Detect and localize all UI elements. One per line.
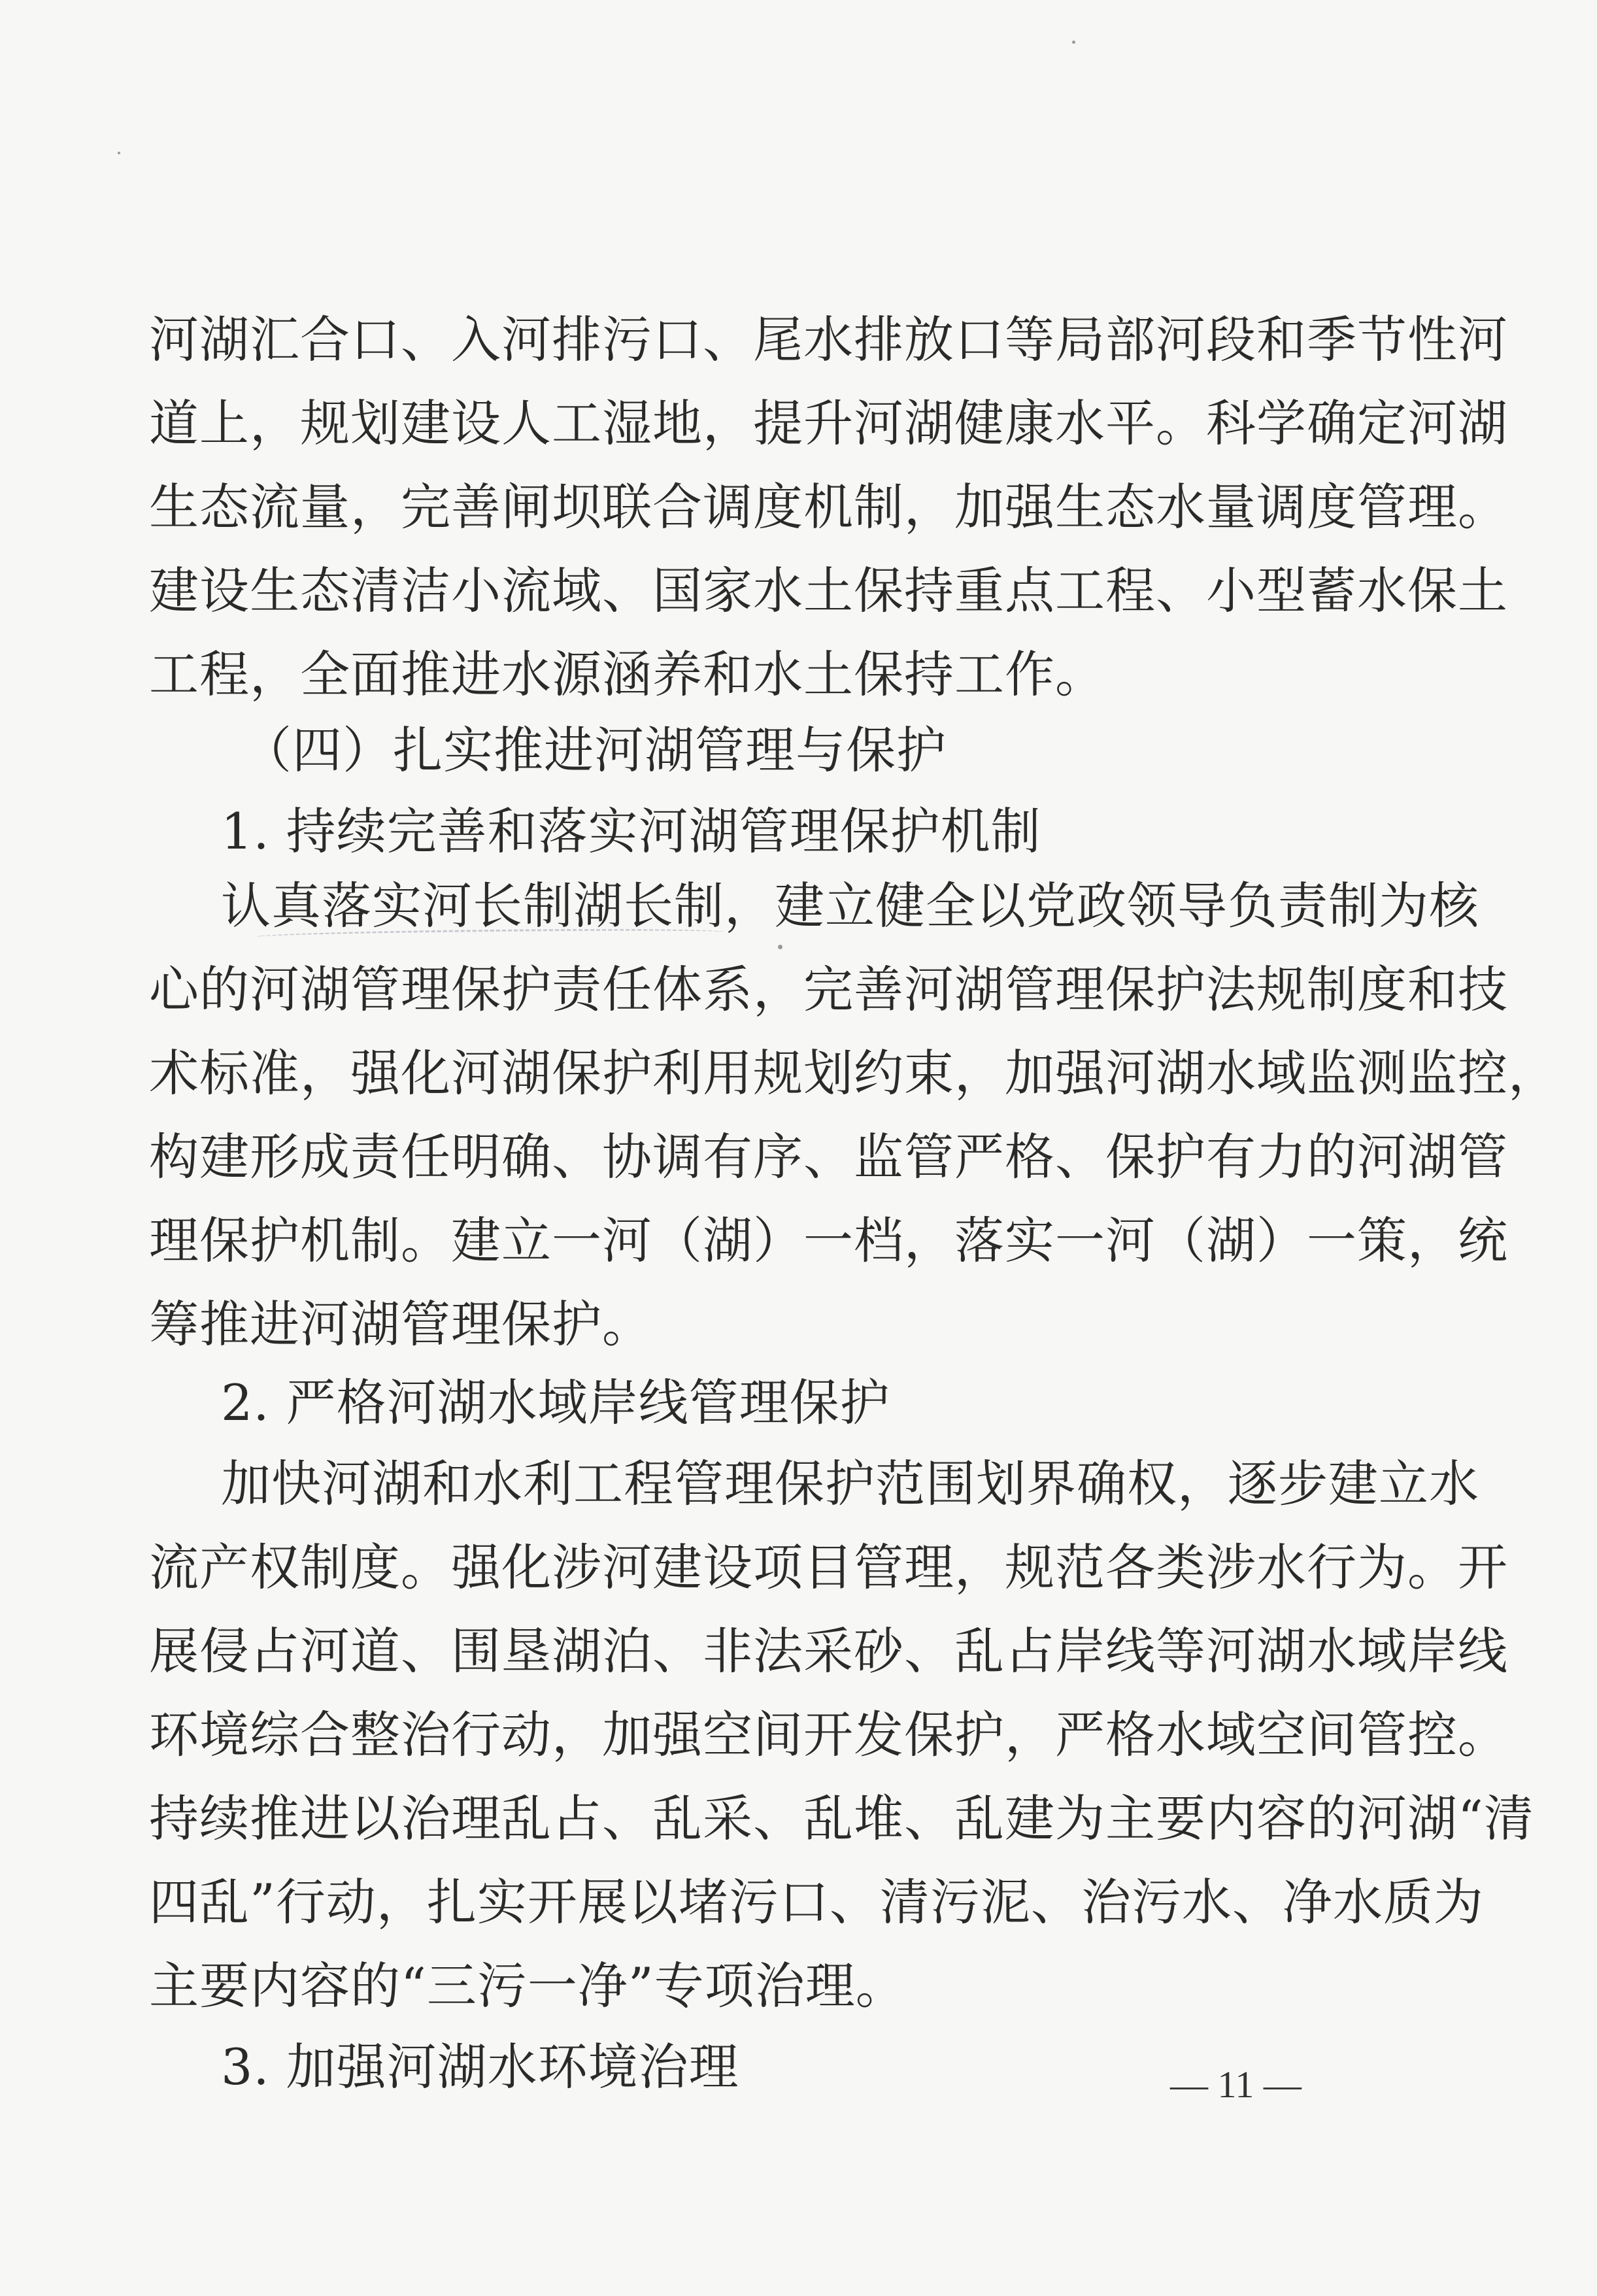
body-line: 术标准，强化河湖保护利用规划约束，加强河湖水域监测监控， xyxy=(149,1044,1558,1102)
subsection-heading: 3. 加强河湖水环境治理 xyxy=(221,2038,739,2096)
body-line: 道上，规划建设人工湿地，提升河湖健康水平。科学确定河湖 xyxy=(149,394,1508,452)
body-line: 工程，全面推进水源涵养和水土保持工作。 xyxy=(149,645,1105,703)
scan-speck xyxy=(1072,41,1075,44)
body-line: 主要内容的“三污一净”专项治理。 xyxy=(149,1957,906,2015)
body-line: 四乱”行动，扎实开展以堵污口、清污泥、治污水、净水质为 xyxy=(149,1873,1484,1931)
body-line: 生态流量，完善闸坝联合调度机制，加强生态水量调度管理。 xyxy=(149,478,1508,536)
body-line: 心的河湖管理保护责任体系，完善河湖管理保护法规制度和技 xyxy=(149,960,1508,1019)
body-line: 环境综合整治行动，加强空间开发保护，严格水域空间管控。 xyxy=(149,1706,1508,1764)
body-line: 河湖汇合口、入河排污口、尾水排放口等局部河段和季节性河 xyxy=(149,311,1508,369)
body-line: 认真落实河长制湖长制，建立健全以党政领导负责制为核 xyxy=(221,877,1479,935)
body-line: 流产权制度。强化涉河建设项目管理，规范各类涉水行为。开 xyxy=(149,1538,1508,1596)
body-line: 展侵占河道、围垦湖泊、非法采砂、乱占岸线等河湖水域岸线 xyxy=(149,1622,1508,1680)
page-number: — 11 — xyxy=(1170,2063,1302,2106)
scan-speck xyxy=(778,945,782,949)
section-heading: （四）扎实推进河湖管理与保护 xyxy=(242,721,947,779)
body-line: 持续推进以治理乱占、乱采、乱堆、乱建为主要内容的河湖“清 xyxy=(149,1789,1534,1848)
body-line: 构建形成责任明确、协调有序、监管严格、保护有力的河湖管 xyxy=(149,1128,1508,1186)
scan-speck xyxy=(118,152,120,154)
body-line: 加快河湖和水利工程管理保护范围划界确权，逐步建立水 xyxy=(221,1455,1479,1513)
body-line: 筹推进河湖管理保护。 xyxy=(149,1295,652,1353)
subsection-heading: 2. 严格河湖水域岸线管理保护 xyxy=(221,1374,890,1432)
body-line: 理保护机制。建立一河（湖）一档，落实一河（湖）一策，统 xyxy=(149,1211,1508,1270)
body-line: 建设生态清洁小流域、国家水土保持重点工程、小型蓄水保土 xyxy=(149,562,1508,620)
subsection-heading: 1. 持续完善和落实河湖管理保护机制 xyxy=(221,802,1041,860)
